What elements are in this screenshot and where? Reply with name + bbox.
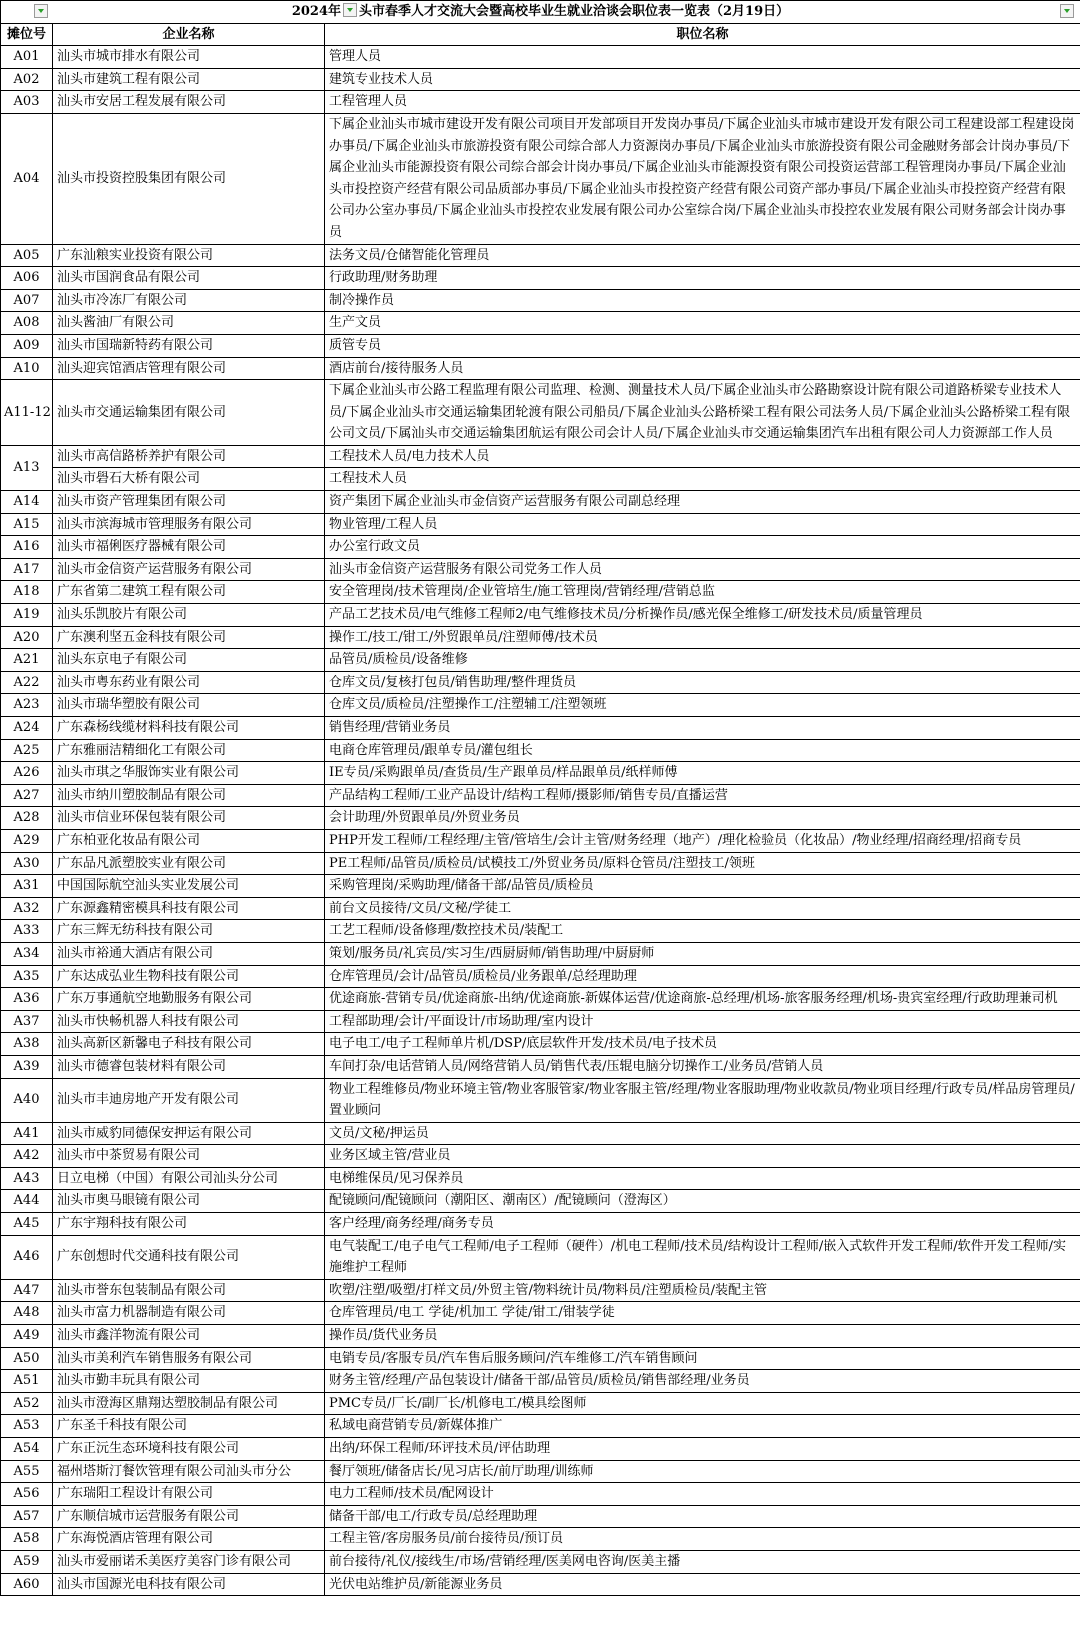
booth-number: A18 — [1, 581, 53, 604]
position-list: 电销专员/客服专员/汽车售后服务顾问/汽车维修工/汽车销售顾问 — [325, 1347, 1080, 1370]
company-name: 汕头市美利汽车销售服务有限公司 — [53, 1347, 325, 1370]
table-row — [1, 536, 1080, 559]
position-list: 产品结构工程师/工业产品设计/结构工程师/摄影师/销售专员/直播运营 — [325, 784, 1080, 807]
position-list: 物业工程维修员/物业环境主管/物业客服管家/物业客服主管/经理/物业客服助理/物业收款员/物业项目经理/行政专员/样品房管理员/置业顾问 — [325, 1078, 1080, 1122]
table-row — [1, 626, 1080, 649]
position-list: PE工程师/品管员/质检员/试模技工/外贸业务员/原料仓管员/注塑技工/领班 — [325, 852, 1080, 875]
booth-number: A01 — [1, 46, 53, 69]
position-list: 车间打杂/电话营销人员/网络营销人员/销售代表/压辊电脑分切操作工/业务员/营销人员 — [325, 1055, 1080, 1078]
company-name: 汕头市福俐医疗器械有限公司 — [53, 536, 325, 559]
booth-number: A52 — [1, 1392, 53, 1415]
table-row — [1, 1033, 1080, 1056]
company-name: 汕头市国瑞新特药有限公司 — [53, 334, 325, 357]
position-list: 安全管理岗/技术管理岗/企业管培生/施工管理岗/营销经理/营销总监 — [325, 581, 1080, 604]
company-name: 汕头市中茶贸易有限公司 — [53, 1145, 325, 1168]
company-name: 广东顺信城市运营服务有限公司 — [53, 1505, 325, 1528]
table-row — [1, 1550, 1080, 1573]
position-list: 物业管理/工程人员 — [325, 513, 1080, 536]
company-name: 汕头市富力机器制造有限公司 — [53, 1302, 325, 1325]
company-name: 汕头市建筑工程有限公司 — [53, 68, 325, 91]
position-list: 仓库文员/质检员/注塑操作工/注塑辅工/注塑领班 — [325, 694, 1080, 717]
table-row — [1, 1279, 1080, 1302]
table-row — [1, 380, 1080, 446]
booth-number: A02 — [1, 68, 53, 91]
position-list: 电梯维保员/见习保养员 — [325, 1167, 1080, 1190]
table-row — [1, 1438, 1080, 1461]
header-booth: 摊位号 — [1, 23, 53, 46]
booth-number: A56 — [1, 1483, 53, 1506]
position-list: 餐厅领班/储备店长/见习店长/前厅助理/训练师 — [325, 1460, 1080, 1483]
table-row — [1, 558, 1080, 581]
table-row — [1, 965, 1080, 988]
position-list: 工程技术人员/电力技术人员 — [325, 445, 1080, 468]
table-row — [1, 897, 1080, 920]
position-list: 私域电商营销专员/新媒体推广 — [325, 1415, 1080, 1438]
company-name: 广东宇翔科技有限公司 — [53, 1213, 325, 1236]
table-row — [1, 1392, 1080, 1415]
company-name: 汕头市城市排水有限公司 — [53, 46, 325, 69]
table-row — [1, 113, 1080, 244]
table-row — [1, 1460, 1080, 1483]
position-list: 仓库管理员/电工 学徒/机加工 学徒/钳工/钳装学徒 — [325, 1302, 1080, 1325]
company-name: 汕头市誉东包装制品有限公司 — [53, 1279, 325, 1302]
table-row — [1, 468, 1080, 491]
company-name: 汕头市威豹同德保安押运有限公司 — [53, 1122, 325, 1145]
booth-number: A35 — [1, 965, 53, 988]
position-list: 业务区域主管/营业员 — [325, 1145, 1080, 1168]
company-name: 汕头市投资控股集团有限公司 — [53, 113, 325, 244]
position-list: 酒店前台/接待服务人员 — [325, 357, 1080, 380]
company-name: 汕头市礐石大桥有限公司 — [53, 468, 325, 491]
company-name: 广东汕粮实业投资有限公司 — [53, 244, 325, 267]
booth-number: A33 — [1, 920, 53, 943]
header-row — [1, 23, 1080, 46]
sheet-title-main: 头市春季人才交流大会暨高校毕业生就业洽谈会职位表一览表（2月19日） — [359, 4, 790, 19]
booth-number: A14 — [1, 491, 53, 514]
table-row — [1, 1235, 1080, 1279]
position-list: 吹塑/注塑/吸塑/打样文员/外贸主管/物料统计员/物料员/注塑质检员/装配主管 — [325, 1279, 1080, 1302]
booth-number: A29 — [1, 829, 53, 852]
table-row — [1, 1122, 1080, 1145]
booth-number: A19 — [1, 604, 53, 627]
table-row — [1, 445, 1080, 468]
company-name: 汕头市信业环保包装有限公司 — [53, 807, 325, 830]
booth-number: A04 — [1, 113, 53, 244]
booth-number: A11-12 — [1, 380, 53, 446]
table-body — [1, 1, 1080, 1596]
company-name: 汕头市勤丰玩具有限公司 — [53, 1370, 325, 1393]
position-list: 文员/文秘/押运员 — [325, 1122, 1080, 1145]
company-name: 汕头市快畅机器人科技有限公司 — [53, 1010, 325, 1033]
table-row — [1, 46, 1080, 69]
company-name: 汕头市纳川塑胶制品有限公司 — [53, 784, 325, 807]
position-list: 工程部助理/会计/平面设计/市场助理/室内设计 — [325, 1010, 1080, 1033]
booth-number: A41 — [1, 1122, 53, 1145]
position-list: 电气装配工/电子电气工程师/电子工程师（硬件）/机电工程师/技术员/结构设计工程师/嵌入式软件开发工程师/软件开发工程师/实施维护工程师 — [325, 1235, 1080, 1279]
company-name: 广东创想时代交通科技有限公司 — [53, 1235, 325, 1279]
table-row — [1, 1010, 1080, 1033]
filter-dropdown-icon[interactable] — [343, 3, 357, 17]
company-name: 广东万事通航空地勤服务有限公司 — [53, 988, 325, 1011]
booth-number: A40 — [1, 1078, 53, 1122]
position-list: 操作工/技工/钳工/外贸跟单员/注塑师傅/技术员 — [325, 626, 1080, 649]
booth-number: A57 — [1, 1505, 53, 1528]
table-row — [1, 91, 1080, 114]
position-list: 管理人员 — [325, 46, 1080, 69]
table-row — [1, 1505, 1080, 1528]
table-row — [1, 581, 1080, 604]
header-company: 企业名称 — [53, 23, 325, 46]
position-list: 采购管理岗/采购助理/储备干部/品管员/质检员 — [325, 875, 1080, 898]
booth-number: A42 — [1, 1145, 53, 1168]
position-list: 下属企业汕头市城市建设开发有限公司项目开发部项目开发岗办事员/下属企业汕头市城市建设开发有限公司工程建设部工程建设岗办事员/下属企业汕头市旅游投资有限公司综合部人力资源岗办事员/下属企业汕头市旅游投资有限公司金融财务部会计岗办事员/下属企业汕头市能源投资有限公司综合部会计岗办事员/下属企业汕头市能源投资有限公司投资运营部工程管理岗办事员/下属企业汕头市投控资产经营有限公司品质部办事员/下属企业汕头市投控资产经营有限公司资产部办事员/下属企业汕头市投控资产经营有限公司办公室办事员/下属企业汕头市投控农业发展有限公司办公室综合岗/下属企业汕头市投控农业发展有限公司财务部会计岗办事员 — [325, 113, 1080, 244]
position-list: 产品工艺技术员/电气维修工程师2/电气维修技术员/分析操作员/感光保全维修工/研发技术员/质量管理员 — [325, 604, 1080, 627]
booth-number: A59 — [1, 1550, 53, 1573]
position-list: 配镜顾问/配镜顾问（潮阳区、潮南区）/配镜顾问（澄海区） — [325, 1190, 1080, 1213]
table-row — [1, 1483, 1080, 1506]
position-list: 生产文员 — [325, 312, 1080, 335]
table-row — [1, 671, 1080, 694]
booth-number: A50 — [1, 1347, 53, 1370]
position-list: 工艺工程师/设备修理/数控技术员/装配工 — [325, 920, 1080, 943]
company-name: 广东海悦酒店管理有限公司 — [53, 1528, 325, 1551]
table-row — [1, 1213, 1080, 1236]
booth-number: A48 — [1, 1302, 53, 1325]
table-row — [1, 807, 1080, 830]
position-list: 储备干部/电工/行政专员/总经理助理 — [325, 1505, 1080, 1528]
table-row — [1, 762, 1080, 785]
company-name: 广东正沅生态环境科技有限公司 — [53, 1438, 325, 1461]
sheet-title-cell — [1, 1, 1080, 24]
booth-number: A31 — [1, 875, 53, 898]
company-name: 汕头市高信路桥养护有限公司 — [53, 445, 325, 468]
booth-number: A34 — [1, 942, 53, 965]
booth-number: A49 — [1, 1325, 53, 1348]
table-row — [1, 1078, 1080, 1122]
position-list: 仓库文员/复核打包员/销售助理/整件理货员 — [325, 671, 1080, 694]
position-list: 财务主管/经理/产品包装设计/储备干部/品管员/质检员/销售部经理/业务员 — [325, 1370, 1080, 1393]
company-name: 广东省第二建筑工程有限公司 — [53, 581, 325, 604]
table-row — [1, 1415, 1080, 1438]
booth-number: A15 — [1, 513, 53, 536]
table-row — [1, 852, 1080, 875]
table-row — [1, 1167, 1080, 1190]
table-row — [1, 513, 1080, 536]
position-list: 电商仓库管理员/跟单专员/灌包组长 — [325, 739, 1080, 762]
company-name: 汕头市冷冻厂有限公司 — [53, 289, 325, 312]
company-name: 汕头市丰迪房地产开发有限公司 — [53, 1078, 325, 1122]
header-positions: 职位名称 — [325, 23, 1080, 46]
company-name: 广东瑞阳工程设计有限公司 — [53, 1483, 325, 1506]
company-name: 汕头市金信资产运营服务有限公司 — [53, 558, 325, 581]
table-row — [1, 1573, 1080, 1596]
table-row — [1, 1190, 1080, 1213]
company-name: 日立电梯（中国）有限公司汕头分公司 — [53, 1167, 325, 1190]
table-row — [1, 334, 1080, 357]
booth-number: A17 — [1, 558, 53, 581]
booth-number: A44 — [1, 1190, 53, 1213]
company-name: 中国国际航空汕头实业发展公司 — [53, 875, 325, 898]
company-name: 广东三辉无纺科技有限公司 — [53, 920, 325, 943]
company-name: 广东澳利坚五金科技有限公司 — [53, 626, 325, 649]
position-list: 仓库管理员/会计/品管员/质检员/业务跟单/总经理助理 — [325, 965, 1080, 988]
table-row — [1, 68, 1080, 91]
position-list: 建筑专业技术人员 — [325, 68, 1080, 91]
position-list: IE专员/采购跟单员/查货员/生产跟单员/样品跟单员/纸样师傅 — [325, 762, 1080, 785]
booth-number: A20 — [1, 626, 53, 649]
table-row — [1, 357, 1080, 380]
company-name: 汕头市瑞华塑胶有限公司 — [53, 694, 325, 717]
position-list: PHP开发工程师/工程经理/主管/管培生/会计主管/财务经理（地产）/理化检验员（化妆品）/物业经理/招商经理/招商专员 — [325, 829, 1080, 852]
booth-number: A28 — [1, 807, 53, 830]
company-name: 汕头迎宾馆酒店管理有限公司 — [53, 357, 325, 380]
booth-number: A60 — [1, 1573, 53, 1596]
booth-number: A46 — [1, 1235, 53, 1279]
booth-number: A53 — [1, 1415, 53, 1438]
booth-number: A06 — [1, 267, 53, 290]
table-row — [1, 1370, 1080, 1393]
booth-number: A47 — [1, 1279, 53, 1302]
table-row — [1, 1302, 1080, 1325]
booth-number: A38 — [1, 1033, 53, 1056]
booth-number: A27 — [1, 784, 53, 807]
booth-number: A45 — [1, 1213, 53, 1236]
position-list: 工程技术人员 — [325, 468, 1080, 491]
booth-number: A21 — [1, 649, 53, 672]
table-row — [1, 829, 1080, 852]
company-name: 汕头市鑫洋物流有限公司 — [53, 1325, 325, 1348]
booth-number: A36 — [1, 988, 53, 1011]
table-row — [1, 988, 1080, 1011]
position-list: 电力工程师/技术员/配网设计 — [325, 1483, 1080, 1506]
table-row — [1, 784, 1080, 807]
table-row — [1, 244, 1080, 267]
booth-number: A07 — [1, 289, 53, 312]
booth-number: A16 — [1, 536, 53, 559]
table-row — [1, 694, 1080, 717]
company-name: 汕头市琪之华服饰实业有限公司 — [53, 762, 325, 785]
booth-number: A25 — [1, 739, 53, 762]
position-list: 制冷操作员 — [325, 289, 1080, 312]
company-name: 汕头酱油厂有限公司 — [53, 312, 325, 335]
booth-number: A09 — [1, 334, 53, 357]
position-list: 汕头市金信资产运营服务有限公司党务工作人员 — [325, 558, 1080, 581]
table-row — [1, 289, 1080, 312]
table-row — [1, 739, 1080, 762]
position-list: 策划/服务员/礼宾员/实习生/西厨厨师/销售助理/中厨厨师 — [325, 942, 1080, 965]
position-list: 法务文员/仓储智能化管理员 — [325, 244, 1080, 267]
company-name: 广东森杨线缆材料科技有限公司 — [53, 717, 325, 740]
booth-number: A23 — [1, 694, 53, 717]
table-row — [1, 312, 1080, 335]
company-name: 汕头市粤东药业有限公司 — [53, 671, 325, 694]
company-name: 广东源鑫精密模具科技有限公司 — [53, 897, 325, 920]
booth-number: A22 — [1, 671, 53, 694]
company-name: 汕头市国润食品有限公司 — [53, 267, 325, 290]
table-row — [1, 1528, 1080, 1551]
position-list: 会计助理/外贸跟单员/外贸业务员 — [325, 807, 1080, 830]
booth-number: A58 — [1, 1528, 53, 1551]
sheet-title — [292, 1, 789, 23]
company-name: 福州塔斯汀餐饮管理有限公司汕头市分公 — [53, 1460, 325, 1483]
company-name: 汕头乐凯胶片有限公司 — [53, 604, 325, 627]
company-name: 广东雅丽洁精细化工有限公司 — [53, 739, 325, 762]
position-list: 工程管理人员 — [325, 91, 1080, 114]
position-list: 质管专员 — [325, 334, 1080, 357]
booth-number: A24 — [1, 717, 53, 740]
booth-number: A32 — [1, 897, 53, 920]
table-row — [1, 875, 1080, 898]
booth-number: A43 — [1, 1167, 53, 1190]
booth-number: A03 — [1, 91, 53, 114]
table-row — [1, 717, 1080, 740]
company-name: 广东圣千科技有限公司 — [53, 1415, 325, 1438]
company-name: 广东达成弘业生物科技有限公司 — [53, 965, 325, 988]
position-list: 客户经理/商务经理/商务专员 — [325, 1213, 1080, 1236]
position-list: 品管员/质检员/设备维修 — [325, 649, 1080, 672]
position-list: 办公室行政文员 — [325, 536, 1080, 559]
table-row — [1, 942, 1080, 965]
booth-number: A13 — [1, 445, 53, 490]
company-name: 汕头市交通运输集团有限公司 — [53, 380, 325, 446]
sheet-title-year: 2024年 — [291, 4, 342, 19]
position-list: 前台文员接待/文员/文秘/学徒工 — [325, 897, 1080, 920]
table-row — [1, 604, 1080, 627]
company-name: 汕头市裕通大酒店有限公司 — [53, 942, 325, 965]
company-name: 广东柏亚化妆品有限公司 — [53, 829, 325, 852]
company-name: 汕头市安居工程发展有限公司 — [53, 91, 325, 114]
position-list: 优途商旅-营销专员/优途商旅-出纳/优途商旅-新媒体运营/优途商旅-总经理/机场-旅客服务经理/机场-贵宾室经理/行政助理兼司机 — [325, 988, 1080, 1011]
booth-number: A54 — [1, 1438, 53, 1461]
position-list: 工程主管/客房服务员/前台接待员/预订员 — [325, 1528, 1080, 1551]
company-name: 汕头高新区新馨电子科技有限公司 — [53, 1033, 325, 1056]
booth-number: A39 — [1, 1055, 53, 1078]
booth-number: A10 — [1, 357, 53, 380]
company-name: 广东品凡派塑胶实业有限公司 — [53, 852, 325, 875]
position-list: 前台接待/礼仪/接线生/市场/营销经理/医美网电咨询/医美主播 — [325, 1550, 1080, 1573]
table-row — [1, 267, 1080, 290]
booth-number: A37 — [1, 1010, 53, 1033]
filter-dropdown-icon[interactable] — [1060, 4, 1074, 18]
table-row — [1, 491, 1080, 514]
table-row — [1, 1055, 1080, 1078]
table-row — [1, 649, 1080, 672]
booth-number: A55 — [1, 1460, 53, 1483]
position-list: 资产集团下属企业汕头市金信资产运营服务有限公司副总经理 — [325, 491, 1080, 514]
company-name: 汕头市国源光电科技有限公司 — [53, 1573, 325, 1596]
table-row — [1, 1347, 1080, 1370]
company-name: 汕头市澄海区鼎翔达塑胶制品有限公司 — [53, 1392, 325, 1415]
position-list: 出纳/环保工程师/环评技术员/评估助理 — [325, 1438, 1080, 1461]
position-list: 电子电工/电子工程师单片机/DSP/底层软件开发/技术员/电子技术员 — [325, 1033, 1080, 1056]
booth-number: A08 — [1, 312, 53, 335]
company-name: 汕头市滨海城市管理服务有限公司 — [53, 513, 325, 536]
booth-number: A05 — [1, 244, 53, 267]
company-name: 汕头市奥马眼镜有限公司 — [53, 1190, 325, 1213]
booth-number: A51 — [1, 1370, 53, 1393]
table-row — [1, 1145, 1080, 1168]
position-list: 销售经理/营销业务员 — [325, 717, 1080, 740]
booth-number: A30 — [1, 852, 53, 875]
company-name: 汕头东京电子有限公司 — [53, 649, 325, 672]
position-list: 光伏电站维护员/新能源业务员 — [325, 1573, 1080, 1596]
position-list: PMC专员/厂长/副厂长/机修电工/模具绘图师 — [325, 1392, 1080, 1415]
position-list: 行政助理/财务助理 — [325, 267, 1080, 290]
company-name: 汕头市资产管理集团有限公司 — [53, 491, 325, 514]
booth-number: A26 — [1, 762, 53, 785]
title-row — [1, 1, 1080, 24]
filter-dropdown-icon[interactable] — [34, 4, 48, 18]
table-row — [1, 1325, 1080, 1348]
position-list: 操作员/货代业务员 — [325, 1325, 1080, 1348]
company-name: 汕头市爱丽诺禾美医疗美容门诊有限公司 — [53, 1550, 325, 1573]
table-row — [1, 920, 1080, 943]
company-name: 汕头市德睿包装材料有限公司 — [53, 1055, 325, 1078]
position-list: 下属企业汕头市公路工程监理有限公司监理、检测、测量技术人员/下属企业汕头市公路勘察设计院有限公司道路桥梁专业技术人员/下属企业汕头市交通运输集团轮渡有限公司船员/下属企业汕头公路桥梁工程有限公司法务人员/下属企业汕头公路桥梁工程有限公司文员/下属汕头市交通运输集团航运有限公司会计人员/下属企业汕头市交通运输集团汽车出租有限公司人力资源部工作人员 — [325, 380, 1080, 446]
